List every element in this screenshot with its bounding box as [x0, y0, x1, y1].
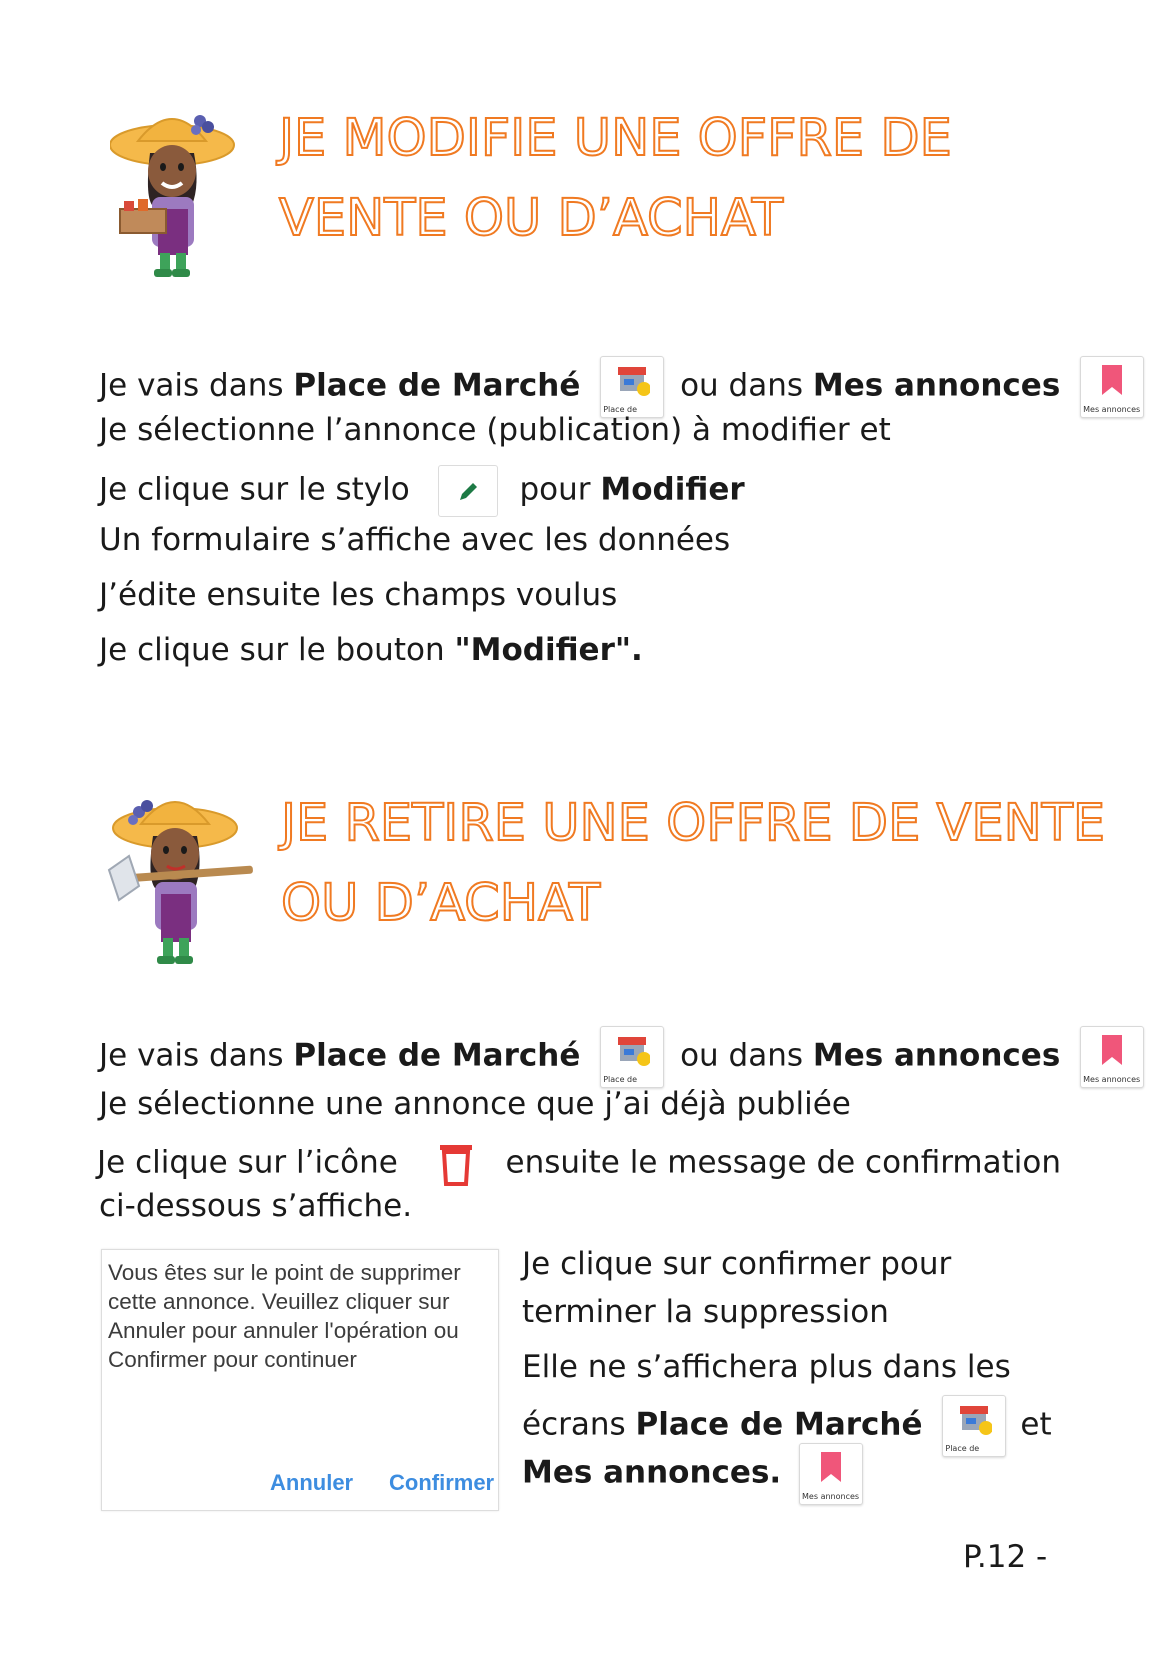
- section1-title-line1: JE MODIFIE UNE OFFRE DE: [279, 109, 952, 168]
- mes-annonces-label: Mes annonces: [812, 367, 1061, 404]
- place-de-marche-app-icon: [942, 1395, 1006, 1457]
- text: Je clique sur le bouton: [99, 632, 455, 668]
- annonces-caption: Mes annonces: [1083, 405, 1141, 414]
- section1-line4: Un formulaire s’affiche avec les données: [99, 522, 731, 558]
- shop-icon: [614, 363, 650, 397]
- place-de-marche-app-icon: [600, 1026, 664, 1088]
- bookmark-icon: [1094, 363, 1130, 397]
- bookmark-icon: [1094, 1033, 1130, 1067]
- farmer-with-crate-illustration: [110, 105, 250, 290]
- bookmark-icon: [813, 1450, 849, 1484]
- pencil-button-sample: [438, 465, 498, 517]
- text: ou dans: [670, 367, 813, 404]
- delete-confirmation-dialog: [101, 1249, 499, 1511]
- section1-line5: J’édite ensuite les champs voulus: [99, 577, 618, 613]
- section1-line3: [99, 465, 745, 517]
- place-de-marche-label: Place de Marché: [293, 367, 581, 404]
- section1-line2: Je sélectionne l’annonce (publication) à modifier et: [99, 412, 891, 448]
- section2-right-line3: Elle ne s’affichera plus dans les: [522, 1349, 1011, 1385]
- page-number: P.12 -: [963, 1539, 1048, 1575]
- section2-line4: ci-dessous s’affiche.: [99, 1188, 413, 1224]
- market-caption: Place de: [603, 405, 638, 414]
- text: et: [1020, 1406, 1052, 1443]
- section2-right-line1: Je clique sur confirmer pour: [522, 1246, 952, 1282]
- text: Je vais dans: [99, 367, 294, 404]
- modifier-button-label: "Modifier".: [454, 632, 643, 668]
- mes-annonces-app-icon: [1080, 356, 1144, 418]
- shop-icon: [956, 1402, 992, 1436]
- section2-line2: Je sélectionne une annonce que j’ai déjà publiée: [99, 1086, 851, 1122]
- text: Je clique sur l’icône: [97, 1144, 398, 1181]
- text: pour: [519, 471, 601, 508]
- section2-title-line1: JE RETIRE UNE OFFRE DE VENTE: [281, 794, 1106, 853]
- modifier-label: Modifier: [600, 471, 745, 508]
- text: écrans: [522, 1406, 636, 1443]
- section1-line6: [99, 630, 643, 670]
- mes-annonces-label: Mes annonces.: [522, 1454, 782, 1491]
- text: ensuite le message de confirmation: [505, 1144, 1062, 1181]
- annonces-caption: Mes annonces: [1083, 1075, 1141, 1084]
- section2-line3: [97, 1140, 1061, 1188]
- section2-title-line2: OU D’ACHAT: [281, 874, 601, 933]
- pencil-icon: [439, 466, 497, 516]
- section1-title-line2: VENTE OU D’ACHAT: [279, 189, 784, 248]
- farmer-with-shovel-illustration: [105, 790, 255, 970]
- cancel-button[interactable]: Annuler: [270, 1470, 354, 1495]
- text: Je clique sur le stylo: [99, 471, 410, 508]
- mes-annonces-app-icon: [799, 1443, 863, 1505]
- text: ou dans: [670, 1037, 813, 1074]
- place-de-marche-app-icon: [600, 356, 664, 418]
- market-caption: Place de: [945, 1444, 980, 1453]
- annonces-caption: Mes annonces: [802, 1492, 860, 1501]
- section2-right-line2: terminer la suppression: [522, 1294, 889, 1330]
- place-de-marche-label: Place de Marché: [293, 1037, 581, 1074]
- section1-line1: [99, 356, 1144, 418]
- text: Je vais dans: [99, 1037, 294, 1074]
- trash-button-sample: [434, 1140, 478, 1188]
- shop-icon: [614, 1033, 650, 1067]
- mes-annonces-app-icon: [1080, 1026, 1144, 1088]
- place-de-marche-label: Place de Marché: [635, 1406, 923, 1443]
- mes-annonces-label: Mes annonces: [812, 1037, 1061, 1074]
- trash-icon: [434, 1140, 478, 1188]
- section2-right-line5: [522, 1443, 863, 1505]
- market-caption: Place de: [603, 1075, 638, 1084]
- confirm-button[interactable]: Confirmer: [389, 1470, 495, 1495]
- dialog-message: Vous êtes sur le point de supprimer cette annonce. Veuillez cliquer sur Annuler pour annuler l'opération ou Confirmer pour continuer: [108, 1260, 461, 1372]
- section2-line1: [99, 1026, 1144, 1088]
